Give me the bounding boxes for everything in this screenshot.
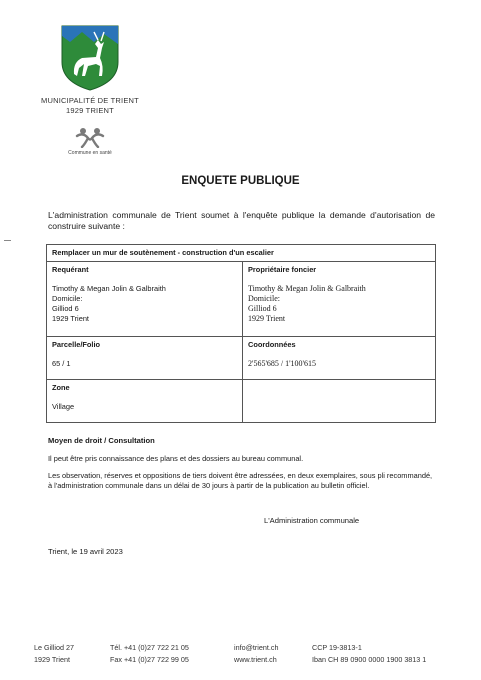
proprietaire-label: Propriétaire foncier: [248, 265, 317, 274]
coordinates-value: 2'565'685 / 1'100'615: [248, 359, 316, 368]
requerant-label: Requérant: [52, 265, 89, 274]
website-link[interactable]: www.trient.ch: [234, 655, 277, 664]
health-commune-logo: [74, 126, 106, 148]
zone-value: Village: [52, 402, 75, 411]
requerant-cell: [47, 262, 243, 337]
coordinates-cell: [243, 337, 436, 380]
footer-address: Le Gilliod 27 1929 Trient: [34, 643, 74, 664]
consultation-paragraph: Il peut être pris connaissance des plans et des dossiers au bureau communal.: [48, 454, 304, 463]
document-date: Trient, le 19 avril 2023: [48, 547, 123, 556]
email-link[interactable]: info@trient.ch: [234, 643, 279, 652]
margin-mark: [4, 240, 11, 241]
requerant-details: Timothy & Megan Jolin & Galbraith Domicile: Gilliod 6 1929 Trient: [52, 284, 166, 323]
empty-cell: [243, 380, 436, 423]
parcelle-label: Parcelle/Folio: [52, 340, 101, 349]
page-title: ENQUETE PUBLIQUE: [181, 175, 300, 187]
zone-cell: [47, 380, 243, 423]
intro-paragraph: L'administration communale de Trient soumet à l'enquête publique la demande d'autorisation de construire suivante :: [48, 210, 435, 231]
footer-phone: Tél. +41 (0)27 722 21 05 Fax +41 (0)27 722 99 05: [110, 643, 189, 664]
parcelle-value: 65 / 1: [52, 359, 71, 368]
health-label: Commune en santé: [68, 150, 112, 156]
footer-contact: [234, 642, 278, 666]
section-title: Moyen de droit / Consultation: [48, 436, 155, 445]
coordinates-label: Coordonnées: [248, 340, 296, 349]
zone-label: Zone: [52, 383, 70, 392]
request-subject: Remplacer un mur de soutènement - construction d'un escalier: [47, 245, 436, 262]
request-table: [46, 244, 436, 423]
municipality-crest: [60, 24, 120, 92]
municipality-name: MUNICIPALITÉ DE TRIENT 1929 TRIENT: [41, 96, 139, 115]
signature: L'Administration communale: [264, 516, 360, 525]
opposition-paragraph: Les observation, réserves et oppositions de tiers doivent être adressées, en deux exemplaires, sous pli recommandé, à l'administration communale dans un délai de 30 jours à partir de la publication au bulletin officiel.: [48, 471, 433, 490]
footer-bank: CCP 19-3813-1 Iban CH 89 0900 0000 1900 3813 1: [312, 643, 427, 664]
proprietaire-details: Timothy & Megan Jolin & Galbraith Domicile: Gilliod 6 1929 Trient: [248, 284, 366, 323]
parcelle-cell: [47, 337, 243, 380]
proprietaire-cell: [243, 262, 436, 337]
